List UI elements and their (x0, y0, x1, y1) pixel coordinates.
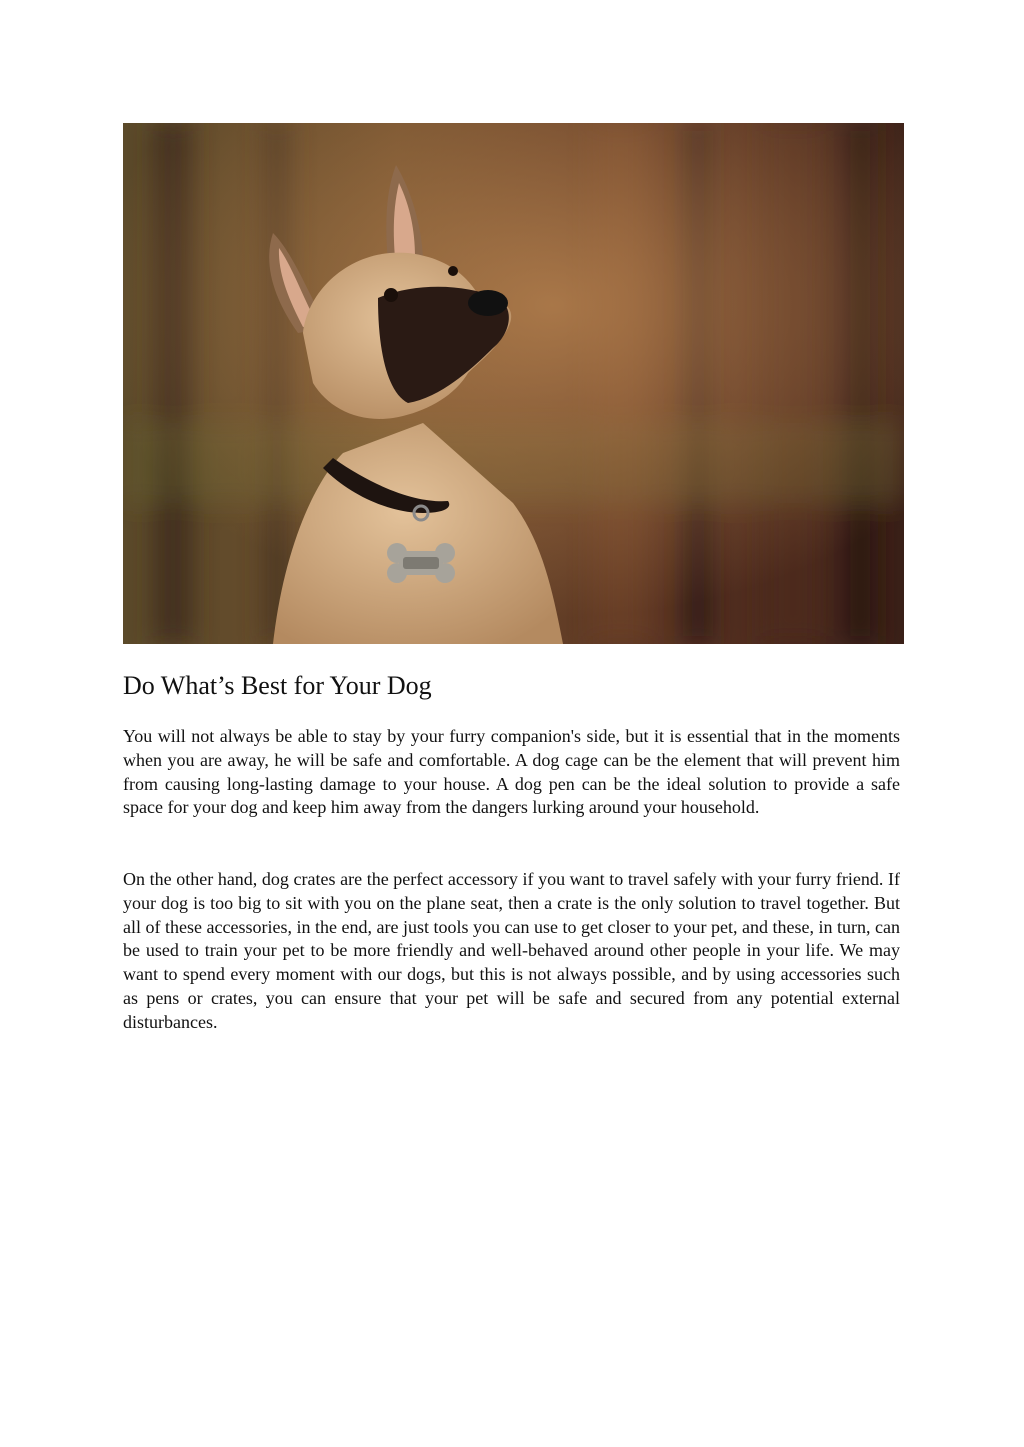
dog-photo (123, 123, 904, 644)
article-paragraph-1: You will not always be able to stay by your furry companion's side, but it is essential that in the moments when you are away, he will be safe and comfortable. A dog cage can be the element that will prevent him from causing long-lasting damage to your house. A dog pen can be the ideal solution to provide a safe space for your dog and keep him away from the dangers lurking around your household. (123, 726, 900, 818)
dog-illustration (123, 123, 904, 644)
article-paragraph-2: On the other hand, dog crates are the perfect accessory if you want to travel safely with your furry friend. If your dog is too big to sit with you on the plane seat, then a crate is the only solution to travel together. But all of these accessories, in the end, are just tools you can use to get closer to your pet, and these, in turn, can be used to train your pet to be more friendly and well-behaved around other people in your life. We may want to spend every moment with our dogs, but this is not always possible, and by using accessories such as pens or crates, you can ensure that your pet will be safe and secured from any potential external disturbances. (123, 869, 900, 1032)
article-heading: Do What’s Best for Your Dog (123, 671, 432, 700)
